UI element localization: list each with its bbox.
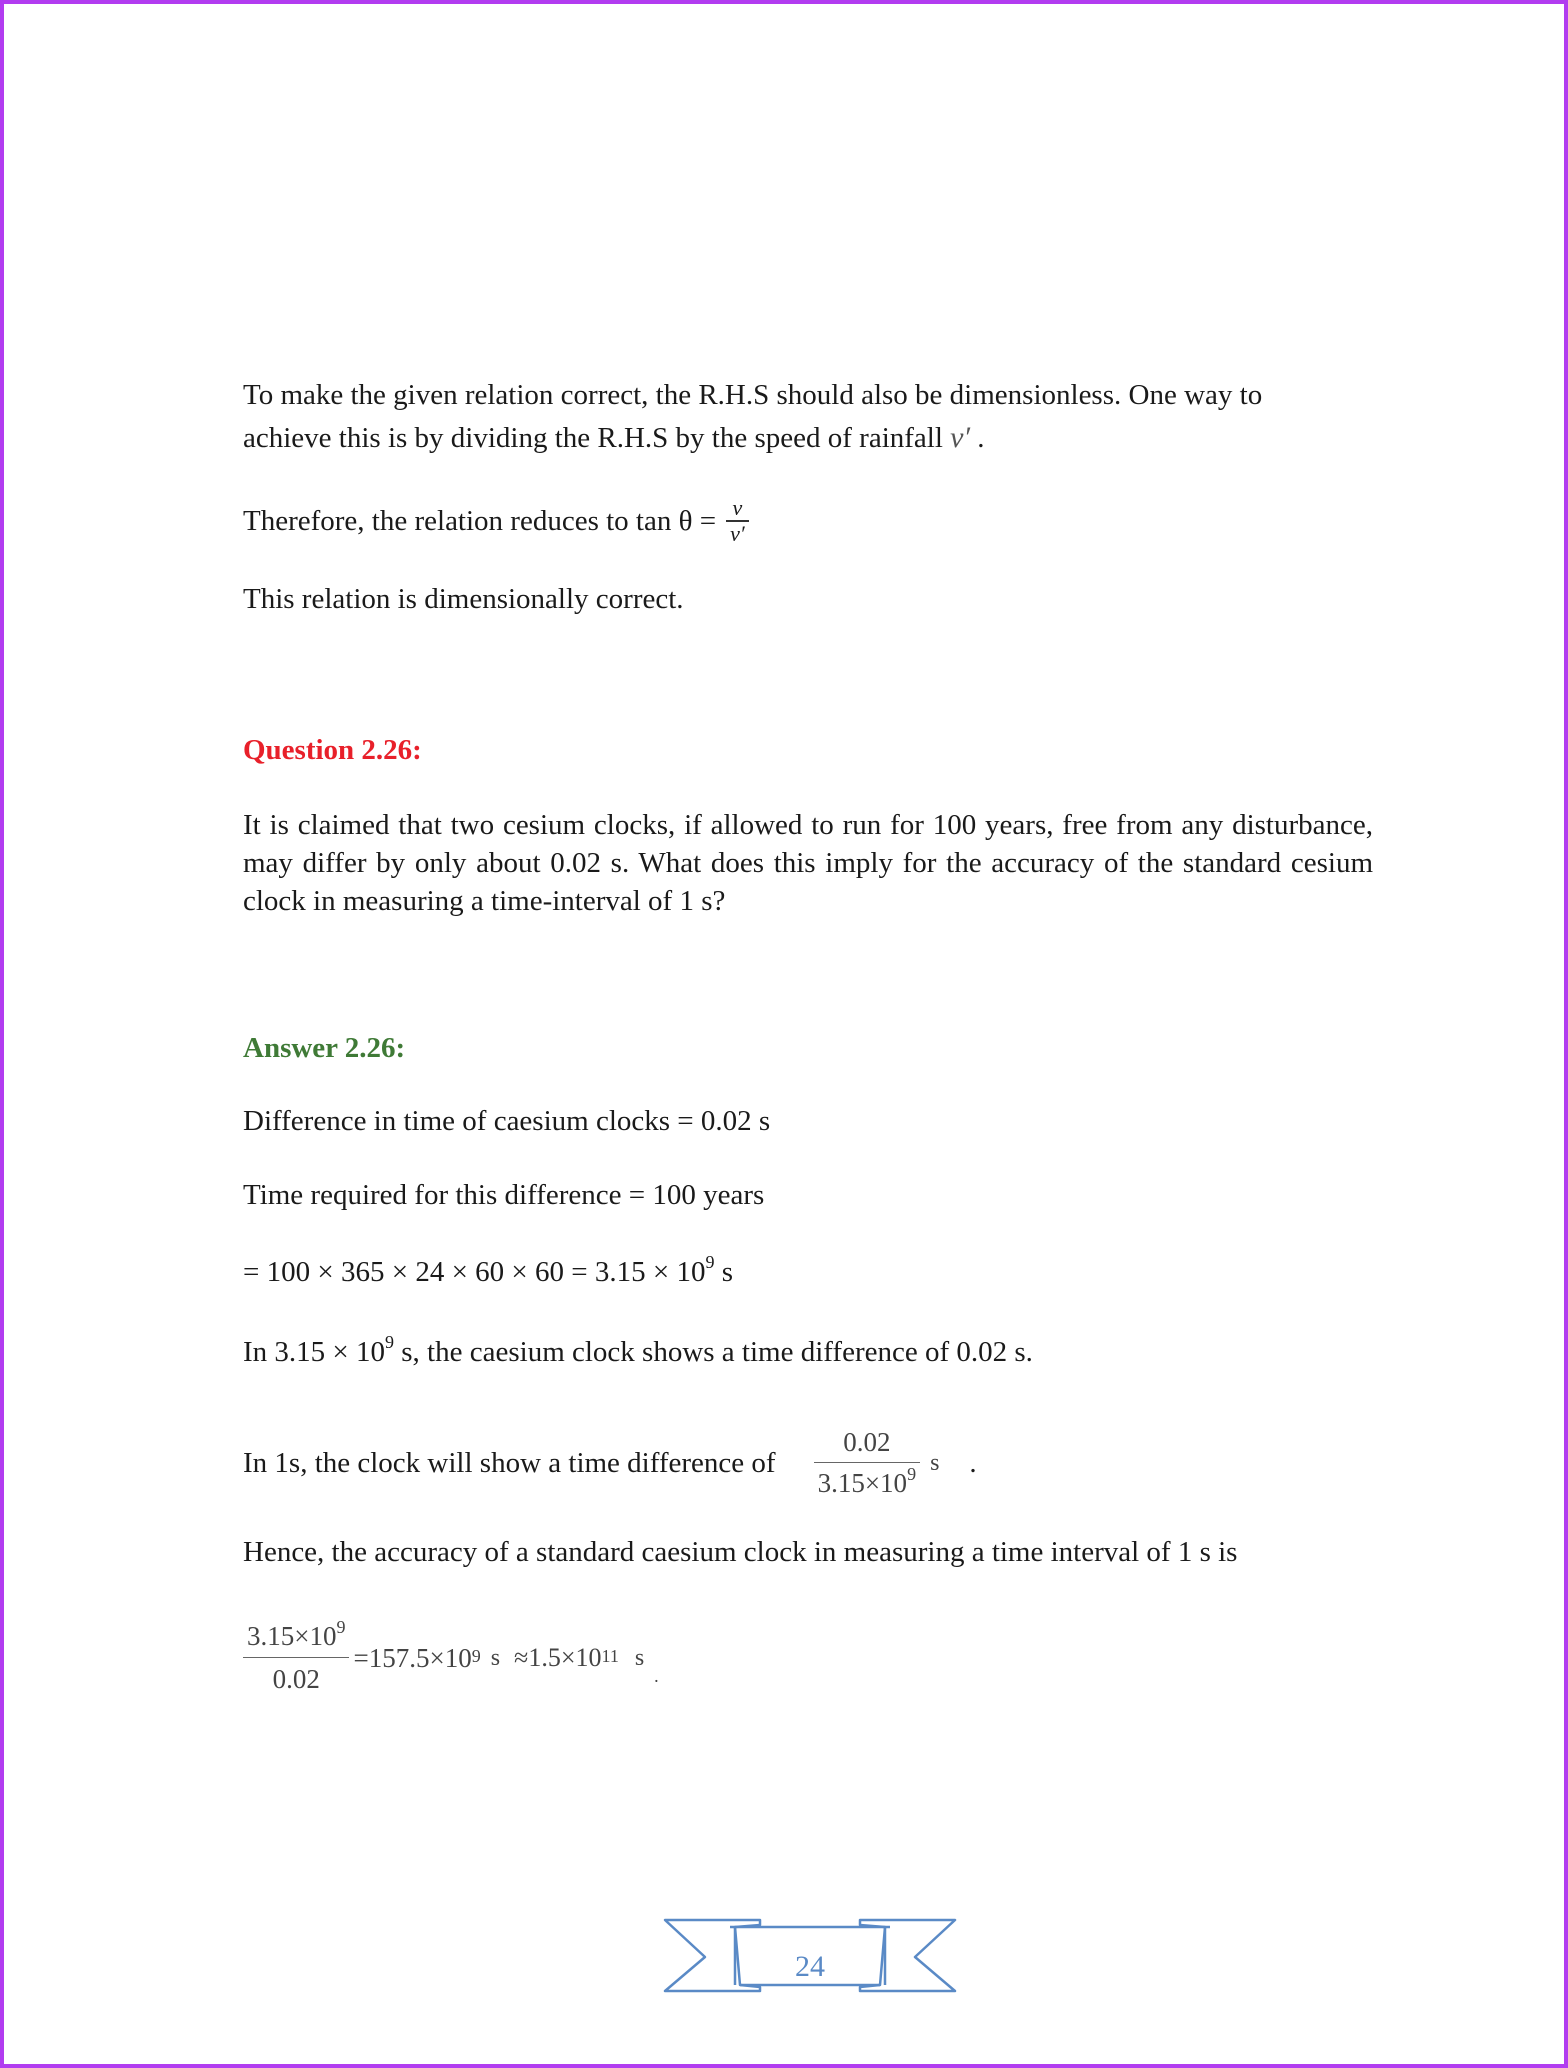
paragraph-line-2 [243,419,985,457]
page-number: 24 [795,1950,825,1983]
text-line: In 1s, the clock will show a time difference of [243,1446,776,1479]
text-line: This relation is dimensionally correct. [243,583,684,615]
text-line: achieve this is by dividing the R.H.S by the speed of rainfall [243,422,943,454]
unit: s [490,1644,501,1671]
conclusion-line [243,580,684,618]
fraction-denominator [814,1463,920,1503]
unit: s [721,1256,734,1288]
answer-line-4 [243,1333,1033,1371]
period: . [654,1665,659,1686]
numerator-base: 3.15×10 [247,1621,337,1651]
fraction-denominator: v′ [730,521,745,546]
relation-fraction [726,496,749,546]
period: . [969,1446,977,1479]
fraction-numerator [243,1615,349,1657]
symbol-v-prime: v′ [950,421,971,454]
text-line: s, the caesium clock shows a time difference of 0.02 s. [401,1336,1033,1368]
question-heading: Question 2.26: [243,734,422,766]
fraction-accuracy [243,1615,349,1700]
text-line: = 100 × 365 × 24 × 60 × 60 = 3.15 × 10 [243,1256,706,1288]
equals-value: =157.5×10 [353,1642,472,1673]
answer-final-equation: $\frac{3.15\times 10^9}{0.02}$ =157.5×10 $^9$ s ≈1.5×10 $^{11}$ s . [243,1615,659,1700]
question-text: It is claimed that two cesium clocks, if allowed to run for 100 years, free from any disturbance, may differ by only about 0.02 s. What does this imply for the accuracy of the standard cesium clock in measuring a time-interval of 1 s? [243,809,1373,917]
exponent: 9 [907,1464,917,1484]
answer-line-2: Time required for this difference = 100 years [243,1179,765,1211]
unit: s [634,1644,645,1671]
answer-line-6: Hence, the accuracy of a standard caesium clock in measuring a time interval of 1 s is [243,1536,1238,1568]
fraction-numerator: 0.02 [843,1427,891,1457]
relation-line [243,496,749,546]
answer-line-1: Difference in time of caesium clocks = 0.02 s [243,1105,771,1137]
exponent: 9 [705,1252,715,1273]
denominator-base: 3.15×10 [817,1468,908,1498]
period: . [977,422,985,454]
relation-prefix: Therefore, the relation reduces to tan θ = [243,505,717,537]
unit: s [930,1449,940,1476]
approx-value: ≈1.5×10 [514,1642,602,1672]
fraction-denominator: 0.02 [272,1664,320,1694]
paragraph-line-1 [243,376,1262,414]
exponent: 9 [385,1332,395,1353]
fraction-one-second [814,1422,920,1503]
answer-line-5 [243,1422,977,1503]
text-line: In 3.15 × 10 [243,1336,386,1368]
answer-heading: Answer 2.26: [243,1032,406,1064]
fraction-numerator: v [732,495,743,520]
text-line: To make the given relation correct, the R.H.S should also be dimensionless. One way to [243,379,1263,411]
answer-line-3 [243,1253,733,1291]
exponent: 9 [336,1617,346,1637]
